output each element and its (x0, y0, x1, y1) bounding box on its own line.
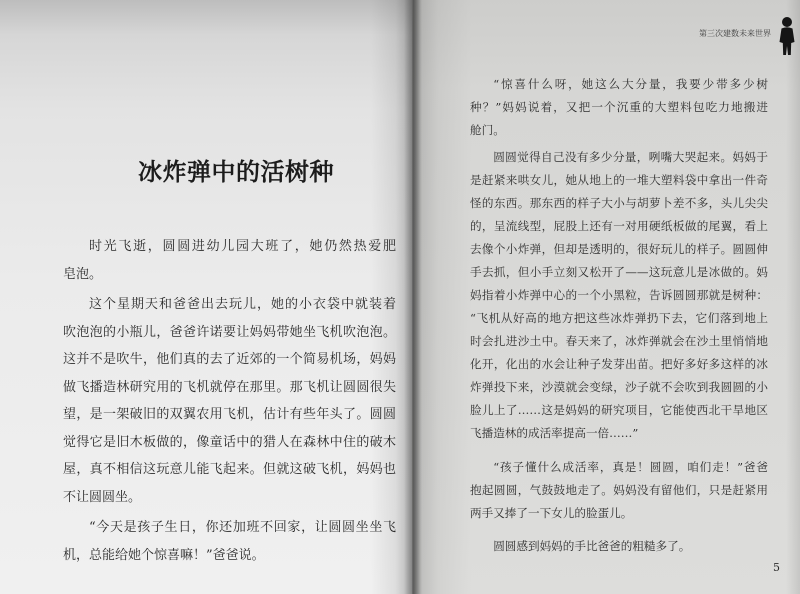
text-line: 怪的东西。那东西的样子大小与胡萝卜差不多，头儿尖尖 (470, 195, 768, 210)
text-line: 圆圆觉得自己没有多少分量，咧嘴大哭起来。妈妈于 (493, 149, 768, 164)
text-line: 化开，化出的水会让种子发芽出苗。把好多好多这样的冰 (470, 356, 768, 371)
text-line: 手去抓，但小手立刻又松开了——这玩意儿是冰做的。妈 (470, 264, 768, 279)
text-line: 的，呈流线型，屁股上还有一对用硬纸板做的尾翼，看上 (470, 218, 768, 233)
right-page (412, 0, 800, 594)
page-number: 5 (773, 561, 780, 574)
paragraph (63, 514, 396, 569)
right-body-text (470, 73, 768, 558)
text-line: “飞机从好高的地方把这些冰炸弹扔下去，它们落到地上 (470, 310, 768, 325)
text-line: 是赶紧来哄女儿，她从地上的一堆大塑料袋中拿出一件奇 (470, 172, 768, 187)
text-line: 做飞播造林研究用的飞机就停在那里。那飞机让圆圆很失 (63, 379, 396, 395)
text-line: 炸弹投下来，沙漠就会变绿，沙子就不会吹到我圆圆的小 (470, 379, 768, 394)
person-silhouette-icon (778, 16, 796, 56)
text-line: “惊喜什么呀，她这么大分量，我要少带多少树 (493, 76, 768, 91)
paragraph (470, 146, 768, 445)
running-header: 第三次建数未来世界 (699, 29, 771, 38)
text-line: 吹泡泡的小瓶儿，爸爸许诺要让妈妈带她坐飞机吹泡泡。 (63, 324, 396, 340)
text-line: 时光飞逝，圆圆进幼儿园大班了，她仍然热爱肥 (89, 239, 396, 254)
text-line: 觉得它是旧木板做的，像童话中的猎人在森林中住的破木 (63, 434, 396, 450)
book-gutter (404, 0, 422, 594)
text-line: 这并不是吹牛，他们真的去了近郊的一个简易机场，妈妈 (63, 352, 396, 367)
text-line: 屋，真不相信这玩意儿能飞起来。但就这破飞机，妈妈也 (63, 462, 396, 477)
text-line: 这个星期天和爸爸出去玩儿，她的小衣袋中就装着 (89, 297, 396, 312)
paragraph (470, 456, 768, 525)
text-line: 望，是一架破旧的双翼农用飞机，估计有些年头了。圆圆 (63, 407, 396, 422)
text-line: “今天是孩子生日，你还加班不回家，让圆圆坐坐飞 (89, 520, 396, 535)
paragraph (63, 233, 396, 288)
text-line: 两手又捧了一下女儿的脸蛋儿。 (470, 505, 633, 520)
text-line: 舱门。 (470, 122, 505, 137)
text-line: 飞播造林的成活率提高一倍……” (470, 425, 639, 440)
paragraph (470, 535, 768, 558)
left-body-text (63, 233, 396, 569)
text-line: 妈指着小炸弹中心的一个小黑粒，告诉圆圆那就是树种： (470, 287, 768, 302)
paragraph (63, 291, 396, 511)
text-line: 皂泡。 (63, 266, 103, 282)
text-line: 圆圆感到妈妈的手比爸爸的粗糙多了。 (493, 538, 691, 553)
text-line: 抱起圆圆，气鼓鼓地走了。妈妈没有留他们，只是赶紧用 (470, 482, 768, 497)
text-line: 机，总能给她个惊喜嘛！”爸爸说。 (63, 547, 265, 563)
paragraph (470, 73, 768, 142)
text-line: 时会扎进沙土中。春天来了，冰炸弹就会在沙土里悄悄地 (470, 333, 768, 348)
text-line: 脸儿上了……这是妈妈的研究项目，它能使西北干旱地区 (470, 402, 768, 417)
text-line: 去像个小炸弹，但却是透明的，很好玩儿的样子。圆圆伸 (470, 241, 768, 256)
chapter-title: 冰炸弹中的活树种 (138, 158, 334, 186)
text-line: 不让圆圆坐。 (63, 489, 142, 505)
text-line: 种？”妈妈说着，又把一个沉重的大塑料包吃力地搬进 (470, 99, 768, 114)
text-line: “孩子懂什么成活率，真是！圆圆，咱们走！”爸爸 (493, 459, 768, 474)
